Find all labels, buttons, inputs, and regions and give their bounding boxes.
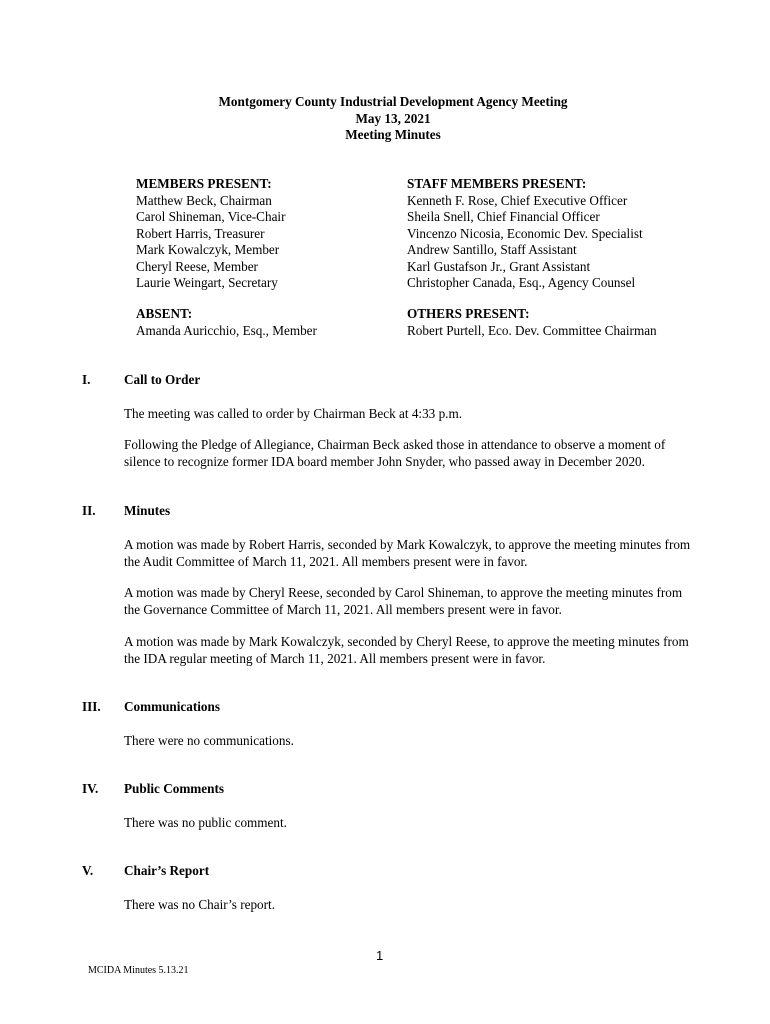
- section-number: III.: [82, 699, 101, 714]
- header-subtitle: Meeting Minutes: [345, 127, 441, 142]
- member-name: Carol Shineman, Vice-Chair: [136, 209, 286, 224]
- document-header: [0, 94, 770, 144]
- members-present-heading: MEMBERS PRESENT:: [136, 176, 272, 191]
- members-present-block: [136, 176, 286, 292]
- section-paragraph: There was no public comment.: [124, 815, 287, 830]
- others-present-block: [407, 306, 657, 339]
- member-name: Laurie Weingart, Secretary: [136, 275, 278, 290]
- absent-name: Amanda Auricchio, Esq., Member: [136, 322, 317, 338]
- staff-name: Sheila Snell, Chief Financial Officer: [407, 209, 600, 224]
- member-name: Robert Harris, Treasurer: [136, 225, 265, 241]
- staff-present-block: [407, 176, 643, 292]
- header-title: Montgomery County Industrial Development Agency Meeting: [218, 94, 568, 109]
- section-paragraph: A motion was made by Robert Harris, seconded by Mark Kowalczyk, to approve the meeting minutes from the Audit Committee of March 11, 2021. All members present were in favor.: [124, 537, 691, 569]
- section-paragraph: A motion was made by Cheryl Reese, seconded by Carol Shineman, to approve the meeting minutes from the Governance Committee of March 11, 2021. All members present were in favor.: [124, 585, 683, 617]
- section-paragraph: The meeting was called to order by Chairman Beck at 4:33 p.m.: [124, 406, 463, 421]
- member-name: Mark Kowalczyk, Member: [136, 242, 280, 257]
- page-number: 1: [376, 948, 384, 963]
- staff-name: Kenneth F. Rose, Chief Executive Officer: [407, 192, 628, 208]
- section-title: Chair’s Report: [124, 863, 210, 878]
- section-number: II.: [82, 503, 96, 518]
- section-title: Minutes: [124, 503, 171, 518]
- header-date: May 13, 2021: [355, 110, 431, 126]
- member-name: Matthew Beck, Chairman: [136, 192, 272, 208]
- staff-name: Vincenzo Nicosia, Economic Dev. Specialist: [407, 225, 643, 241]
- page-footer: MCIDA Minutes 5.13.21: [88, 965, 189, 976]
- section-number: IV.: [82, 781, 99, 796]
- section-paragraph: A motion was made by Mark Kowalczyk, seconded by Cheryl Reese, to approve the meeting minutes from the IDA regular meeting of March 11, 2021. All members present were in favor.: [124, 634, 689, 666]
- section-number: V.: [82, 863, 94, 878]
- staff-name: Karl Gustafson Jr., Grant Assistant: [407, 258, 591, 274]
- staff-name: Andrew Santillo, Staff Assistant: [407, 242, 577, 257]
- absent-block: [136, 306, 317, 339]
- staff-name: Christopher Canada, Esq., Agency Counsel: [407, 275, 636, 290]
- section-title: Public Comments: [124, 781, 225, 796]
- member-name: Cheryl Reese, Member: [136, 258, 258, 274]
- staff-present-heading: STAFF MEMBERS PRESENT:: [407, 176, 587, 191]
- section-title: Call to Order: [124, 372, 201, 387]
- others-name: Robert Purtell, Eco. Dev. Committee Chairman: [407, 322, 657, 338]
- section-title: Communications: [124, 699, 220, 714]
- section-paragraph: Following the Pledge of Allegiance, Chairman Beck asked those in attendance to observe a moment of silence to recognize former IDA board member John Snyder, who passed away in December 2020.: [124, 437, 666, 469]
- others-present-heading: OTHERS PRESENT:: [407, 306, 530, 321]
- section-paragraph: There were no communications.: [124, 733, 294, 748]
- absent-heading: ABSENT:: [136, 306, 193, 321]
- section-paragraph: There was no Chair’s report.: [124, 897, 275, 912]
- section-number: I.: [82, 372, 91, 387]
